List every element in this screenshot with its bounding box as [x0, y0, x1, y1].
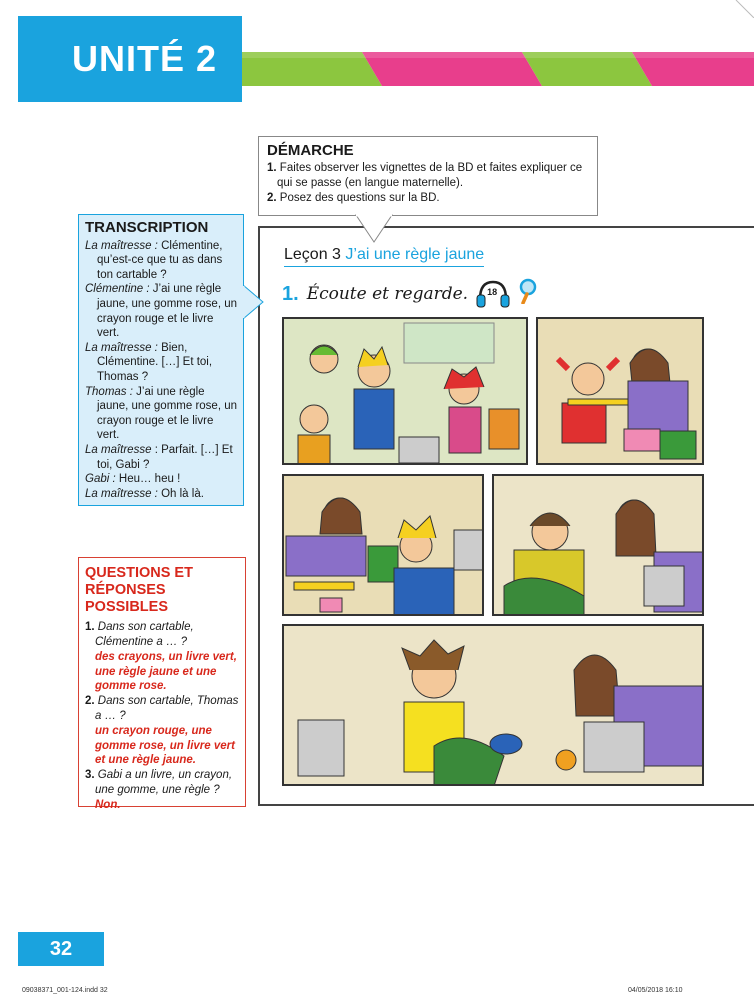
demarche-item: 2. Posez des questions sur la BD. [267, 192, 440, 204]
answer-text: des crayons, un livre vert, une règle jaune et une gomme rose. [95, 651, 237, 693]
thomas-and-teacher-illustration [284, 476, 484, 616]
demarche-pointer [354, 214, 394, 244]
classroom-illustration [284, 319, 528, 465]
answer-text: un crayon rouge, une gomme rose, un livre vert et une règle jaune. [95, 725, 235, 767]
footer-date: 04/05/2018 16:10 [628, 987, 683, 994]
header-stripes [242, 52, 754, 86]
lesson-title: Leçon 3 J’ai une règle jaune [284, 246, 484, 267]
comic-panel-5 [282, 624, 704, 786]
transcription-line: Gabi : Heu… heu ! [85, 473, 181, 486]
transcription-title: TRANSCRIPTION [85, 219, 209, 236]
transcription-line: La maîtresse : Oh là là. [85, 487, 204, 500]
comic-panel-3 [282, 474, 484, 616]
transcription-line: La maîtresse : Clémentine, qu’est-ce que tu as dans ton cartable ? [85, 239, 223, 281]
top-corner-mark [718, 0, 754, 18]
comic-panel-1 [282, 317, 528, 465]
magnifier-icon[interactable] [518, 278, 538, 310]
comic-panel-2 [536, 317, 704, 465]
transcription-line: La maîtresse : Parfait. […] Et toi, Gabi ? [85, 443, 233, 471]
transcription-line: Thomas : J’ai une règle jaune, une gomme rose, un crayon rouge et le livre vert. [85, 385, 238, 442]
transcription-line: La maîtresse : Bien, Clémentine. […] Et toi, Thomas ? [85, 341, 213, 383]
demarche-box [258, 136, 598, 216]
question-item: 3. Gabi a un livre, un crayon, une gomme, une règle ? [85, 768, 233, 796]
gabi-searching-illustration [494, 476, 704, 616]
demarche-title: DÉMARCHE [267, 142, 354, 159]
gabi-empty-bag-illustration [284, 626, 704, 786]
footer-file: 09038371_001-124.indd 32 [22, 987, 108, 994]
comic-panel-4 [492, 474, 704, 616]
question-item: 1. Dans son cartable, Clémentine a … ? [85, 621, 194, 648]
questions-box [78, 557, 246, 812]
transcription-pointer [243, 284, 265, 320]
teacher-and-clementine-illustration [538, 319, 704, 465]
track-number: 18 [487, 287, 498, 297]
questions-title: QUESTIONS ET RÉPONSES POSSIBLES [85, 565, 193, 615]
transcription-box [78, 214, 244, 506]
headphones-icon[interactable] [476, 279, 510, 309]
answer-text: Non. [95, 799, 121, 812]
page-number: 32 [18, 932, 104, 966]
demarche-item: 1. Faites observer les vignettes de la BD et faites expliquer ce qui se passe (en langue maternelle). [267, 162, 583, 189]
question-item: 2. Dans son cartable, Thomas a … ? [85, 694, 239, 722]
exercise-heading: 1. Écoute et regarde. 18 [282, 278, 538, 310]
unit-title: UNITÉ 2 [18, 16, 242, 102]
transcription-line: Clémentine : J’ai une règle jaune, une gomme rose, un crayon rouge et le livre vert. [85, 283, 238, 340]
